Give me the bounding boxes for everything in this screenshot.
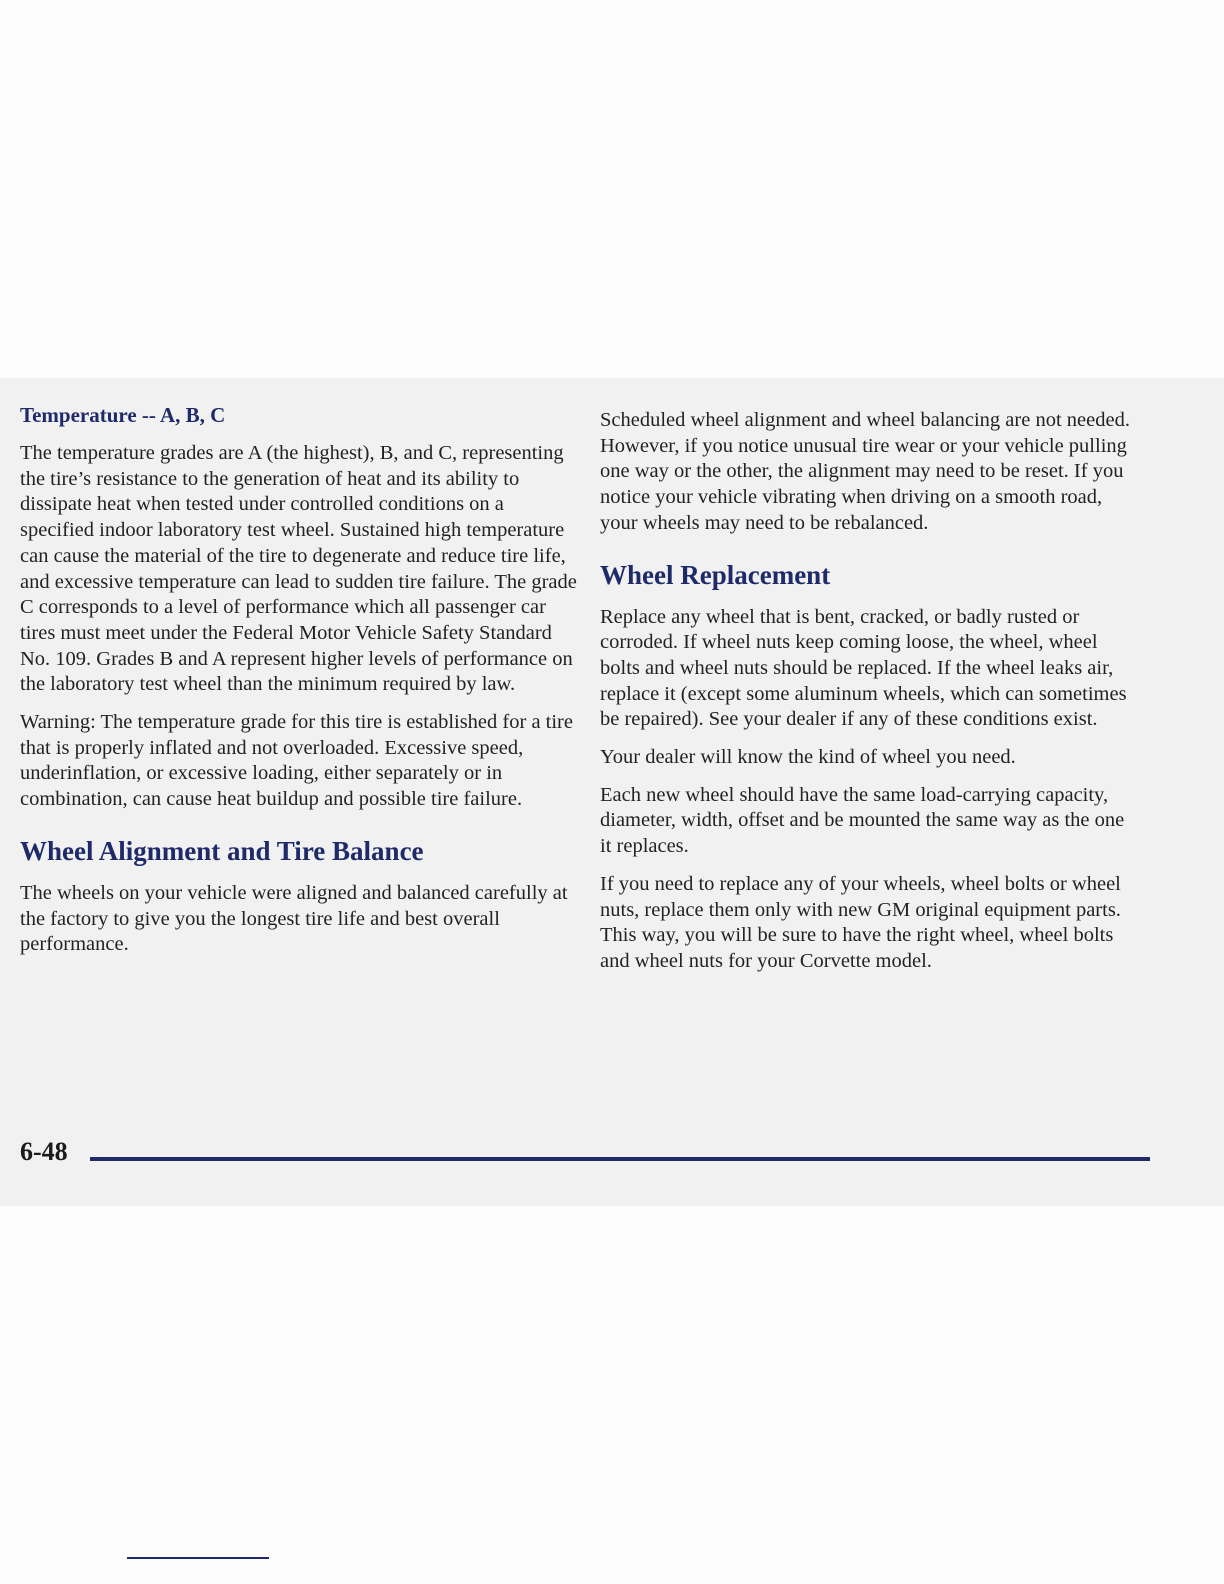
temperature-warning-paragraph: Warning: The temperature grade for this tire is established for a tire that is properly inflated and not overloaded. Excessive speed, underinflation, or excessive loading, either separately or in combination, can cause heat buildup and possible tire failure. [20, 711, 573, 811]
temperature-paragraph: The temperature grades are A (the highest), B, and C, representing the tire’s resistance to the generation of heat and its ability to dissipate heat when tested under controlled conditions on a specified indoor laboratory test wheel. Sustained high temperature can cause the material of the tire to degenerate and reduce tire life, and excessive temperature can lead to sudden tire failure. The grade C corresponds to a level of performance which all passenger car tires must meet under the Federal Motor Vehicle Safety Standard No. 109. Grades B and A represent higher levels of performance on the laboratory test wheel than the minimum required by law. [20, 442, 577, 696]
alignment-schedule-paragraph: Scheduled wheel alignment and wheel balancing are not needed. However, if you notice unusual tire wear or your vehicle pulling one way or the other, the alignment may need to be reset. If you notice your vehicle vibrating when driving on a smooth road, your wheels may need to be rebalanced. [600, 409, 1130, 534]
gm-parts-paragraph: If you need to replace any of your wheels, wheel bolts or wheel nuts, replace them only with new GM original equipment parts. This way, you will be sure to have the right wheel, wheel bolts and wheel nuts for your Corvette model. [600, 872, 1121, 972]
wheel-replacement-heading: Wheel Replacement [600, 559, 831, 590]
left-column [20, 403, 580, 970]
temperature-subheading: Temperature -- A, B, C [20, 403, 226, 427]
page-number: 6-48 [20, 1137, 68, 1166]
footer-rule [90, 1157, 1150, 1161]
new-wheel-paragraph: Each new wheel should have the same load-carrying capacity, diameter, width, offset and be mounted the same way as the one it replaces. [600, 783, 1125, 858]
wheel-alignment-heading: Wheel Alignment and Tire Balance [20, 835, 424, 866]
dealer-paragraph: Your dealer will know the kind of wheel you need. [600, 746, 1016, 769]
page-footer [20, 1137, 1130, 1173]
right-column [600, 408, 1140, 987]
wheel-replacement-paragraph: Replace any wheel that is bent, cracked, or badly rusted or corroded. If wheel nuts keep coming loose, the wheel, wheel bolts and wheel nuts should be replaced. If the wheel leaks air, replace it (except some aluminum wheels, which can sometimes be repaired). See your dealer if any of these conditions exist. [600, 605, 1127, 731]
bottom-rule-mark [127, 1557, 269, 1559]
wheel-alignment-paragraph: The wheels on your vehicle were aligned and balanced carefully at the factory to give you the longest tire life and best overall performance. [20, 881, 568, 956]
